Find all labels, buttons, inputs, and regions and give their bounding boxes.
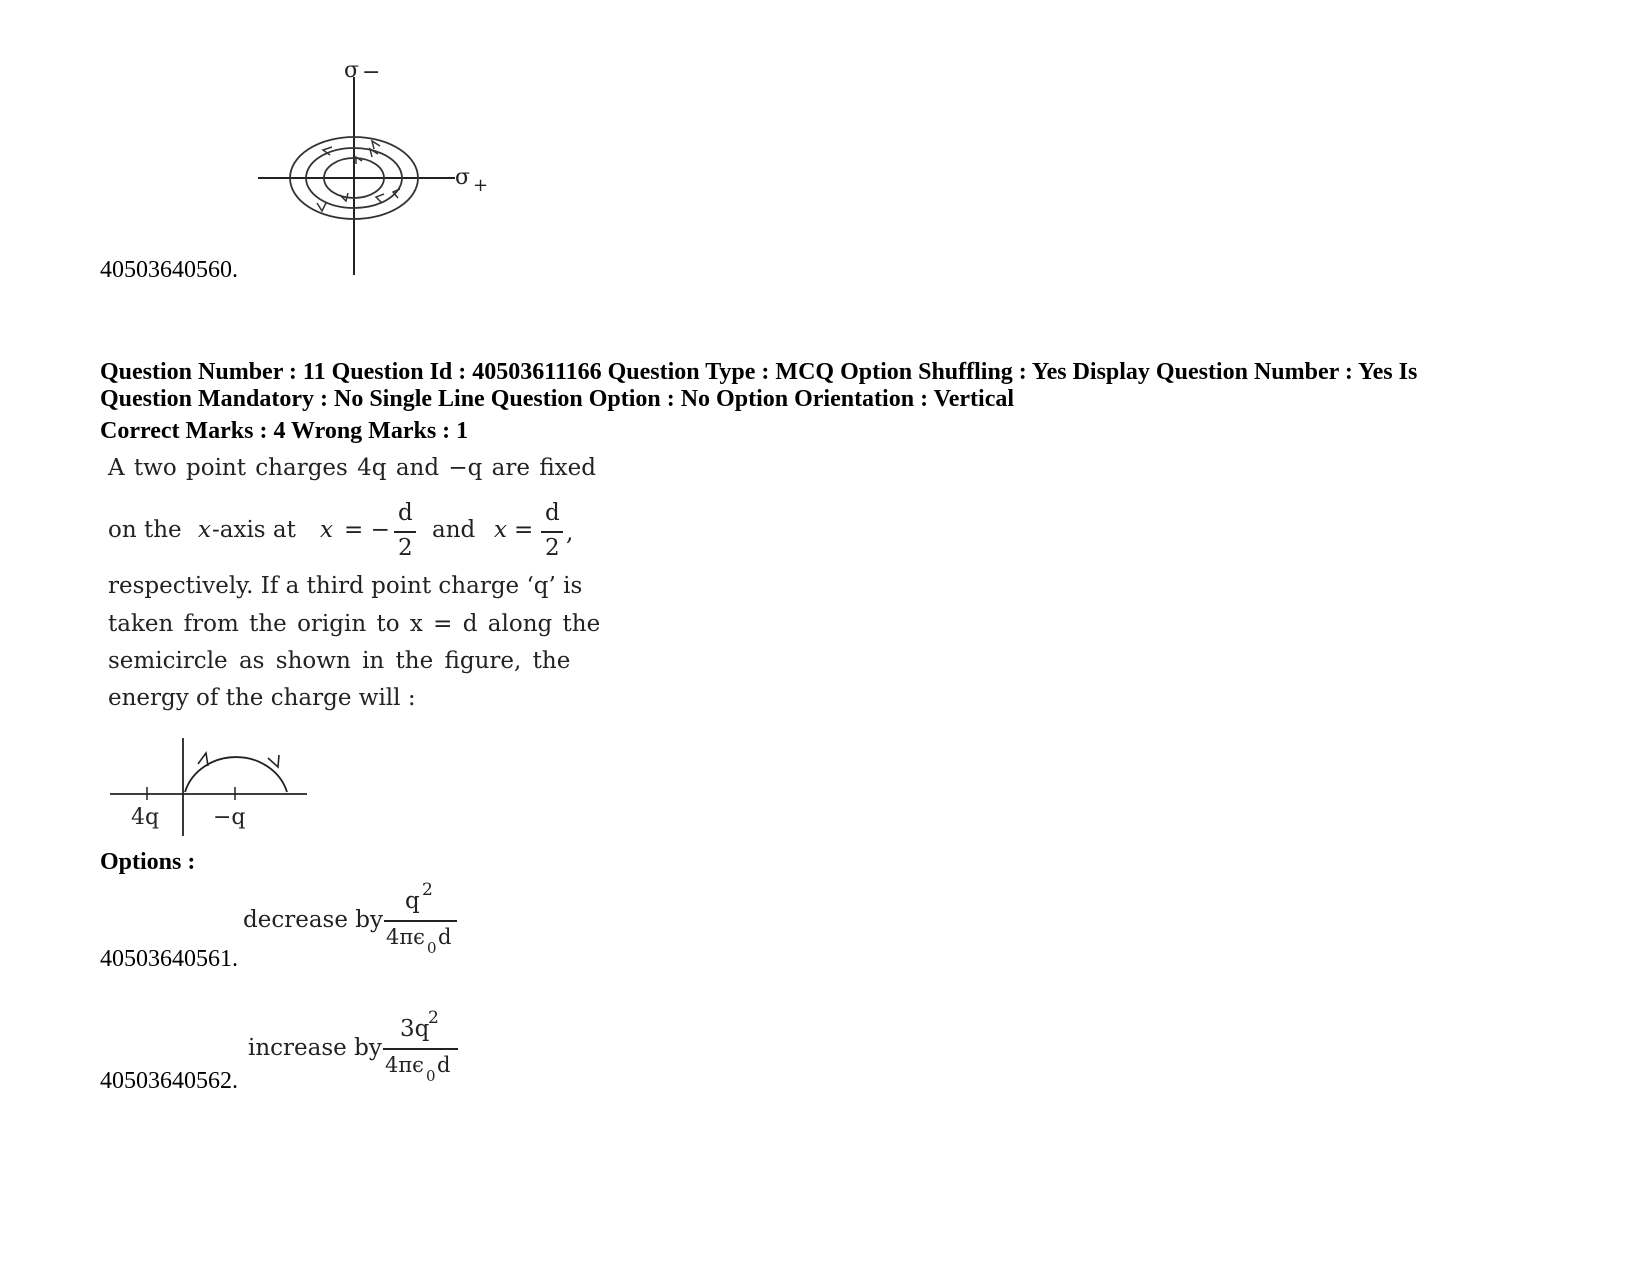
fraction-bar xyxy=(394,531,416,533)
sigma-plus-label: σ xyxy=(455,165,471,190)
frac-d-num-2: d xyxy=(545,500,560,526)
option-1-id[interactable]: 40503640561. xyxy=(100,946,238,972)
question-text-line1: A two point charges 4q and −q are fixed xyxy=(108,455,596,481)
option-1-den-sub: 0 xyxy=(427,939,437,957)
option-1-fraction-bar xyxy=(384,920,457,922)
line2-axis-at: -axis at xyxy=(212,517,296,543)
question-text-line4: taken from the origin to x = d along the xyxy=(108,611,601,637)
option-2-denominator: 4πϵ xyxy=(385,1053,424,1077)
frac-d-num: d xyxy=(398,500,413,526)
option-1-den-tail: d xyxy=(438,925,452,949)
option-1-denominator: 4πϵ xyxy=(386,925,425,949)
charge-4q-label: 4q xyxy=(131,805,160,830)
question-figure xyxy=(105,732,315,842)
option-2-prefix: increase by xyxy=(248,1035,382,1061)
line2-on-the: on the xyxy=(108,517,182,543)
option-2-den-tail: d xyxy=(437,1053,451,1077)
prev-option-id: 40503640560. xyxy=(100,257,238,283)
polarization-ellipse-figure xyxy=(250,55,510,285)
option-2-expression xyxy=(245,1008,475,1088)
option-2-id[interactable]: 40503640562. xyxy=(100,1068,238,1094)
equals: = xyxy=(514,517,534,543)
sigma-minus-sub: − xyxy=(362,60,381,85)
option-1-expression xyxy=(240,880,470,960)
question-text-line5: semicircle as shown in the figure, the xyxy=(108,648,571,674)
fraction-bar-2 xyxy=(541,531,563,533)
option-2-den-sub: 0 xyxy=(426,1067,436,1085)
question-marks: Correct Marks : 4 Wrong Marks : 1 xyxy=(100,418,469,444)
option-1-numerator: q xyxy=(405,888,420,914)
option-2-numerator: 3q xyxy=(400,1016,430,1042)
frac-2-den: 2 xyxy=(398,535,413,561)
option-1-exponent: 2 xyxy=(422,880,433,900)
option-2-exponent: 2 xyxy=(428,1008,439,1028)
line2-and: and xyxy=(432,517,476,543)
option-2-fraction-bar xyxy=(383,1048,458,1050)
question-text-line3: respectively. If a third point charge ‘q’ is xyxy=(108,573,583,599)
question-text-line2: on the x -axis at x = − d 2 and x = d 2 , xyxy=(108,500,574,561)
x-var-3: x xyxy=(494,517,507,543)
charge-minus-q-label: −q xyxy=(213,805,246,830)
sigma-plus-sub: + xyxy=(473,175,489,196)
x-var-2: x xyxy=(320,517,333,543)
question-header-line2: Question Mandatory : No Single Line Question Option : No Option Orientation : Vertical xyxy=(100,386,1015,412)
question-header-line1: Question Number : 11 Question Id : 40503611166 Question Type : MCQ Option Shuffling : Yes Display Question Number : Yes Is xyxy=(100,359,1418,385)
question-text-line6: energy of the charge will : xyxy=(108,685,416,711)
equals-minus: = − xyxy=(344,517,390,543)
sigma-minus-label: σ xyxy=(344,58,360,83)
option-1-prefix: decrease by xyxy=(243,907,383,933)
prev-option-figure xyxy=(250,55,510,285)
x-var: x xyxy=(198,517,211,543)
frac-2-den-2: 2 xyxy=(545,535,560,561)
options-label: Options : xyxy=(100,849,196,875)
semicircle-path-figure xyxy=(105,732,315,842)
